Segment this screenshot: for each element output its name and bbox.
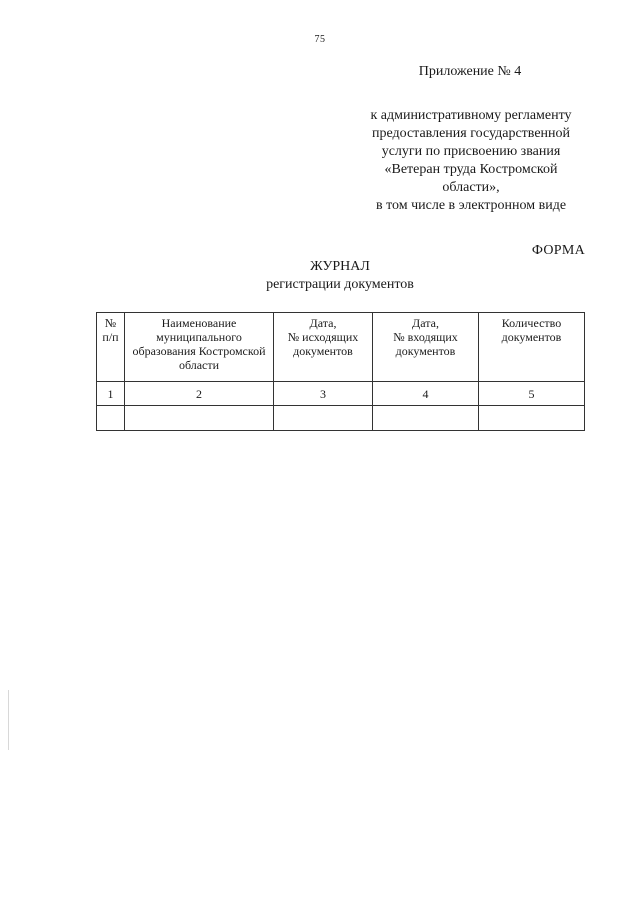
journal-subtitle: регистрации документов <box>266 277 414 292</box>
header-line: № входящих <box>393 330 458 344</box>
empty-cell <box>274 406 373 431</box>
header-line: документов <box>395 344 456 358</box>
appendix-title: Приложение № 4 <box>418 64 522 79</box>
empty-cell <box>125 406 274 431</box>
appendix-reference-line: предоставления государственной <box>371 126 571 141</box>
header-outgoing <box>274 313 373 382</box>
form-mark: ФОРМА <box>531 243 585 258</box>
header-line: № <box>104 316 117 330</box>
column-number-cell: 1 <box>97 382 125 406</box>
header-line: документов <box>501 330 562 344</box>
column-number-row <box>97 382 585 406</box>
table-row <box>97 406 585 431</box>
empty-cell <box>479 406 585 431</box>
column-number-cell: 4 <box>373 382 479 406</box>
header-line: п/п <box>102 330 119 344</box>
appendix-reference-line: в том числе в электронном виде <box>375 198 567 213</box>
header-municipality <box>125 313 274 382</box>
header-line: муниципального <box>156 330 242 344</box>
appendix-reference-line: услуги по присвоению звания <box>381 144 561 159</box>
page-number: 75 <box>314 34 326 45</box>
journal-title: ЖУРНАЛ <box>310 259 370 274</box>
empty-cell <box>97 406 125 431</box>
empty-cell <box>373 406 479 431</box>
header-line: образования Костромской <box>132 344 266 358</box>
header-line: № исходящих <box>287 330 359 344</box>
header-line: области <box>178 358 220 372</box>
appendix-reference <box>340 107 602 215</box>
appendix-reference-line: области», <box>442 180 500 195</box>
header-quantity <box>479 313 585 382</box>
appendix-reference-line: «Ветеран труда Костромской <box>384 162 558 177</box>
header-incoming <box>373 313 479 382</box>
column-number-cell: 3 <box>274 382 373 406</box>
column-number-cell: 5 <box>479 382 585 406</box>
header-line: Дата, <box>309 316 337 330</box>
header-line: Дата, <box>412 316 439 330</box>
header-number <box>97 313 125 382</box>
header-line: документов <box>293 344 353 358</box>
column-number-cell: 2 <box>125 382 274 406</box>
header-line: Наименование <box>161 316 237 330</box>
header-line: Количество <box>501 316 562 330</box>
registration-journal-table <box>96 312 585 431</box>
scan-artifact <box>8 690 9 750</box>
table-header-row <box>97 313 585 382</box>
appendix-reference-line: к административному регламенту <box>370 108 572 123</box>
